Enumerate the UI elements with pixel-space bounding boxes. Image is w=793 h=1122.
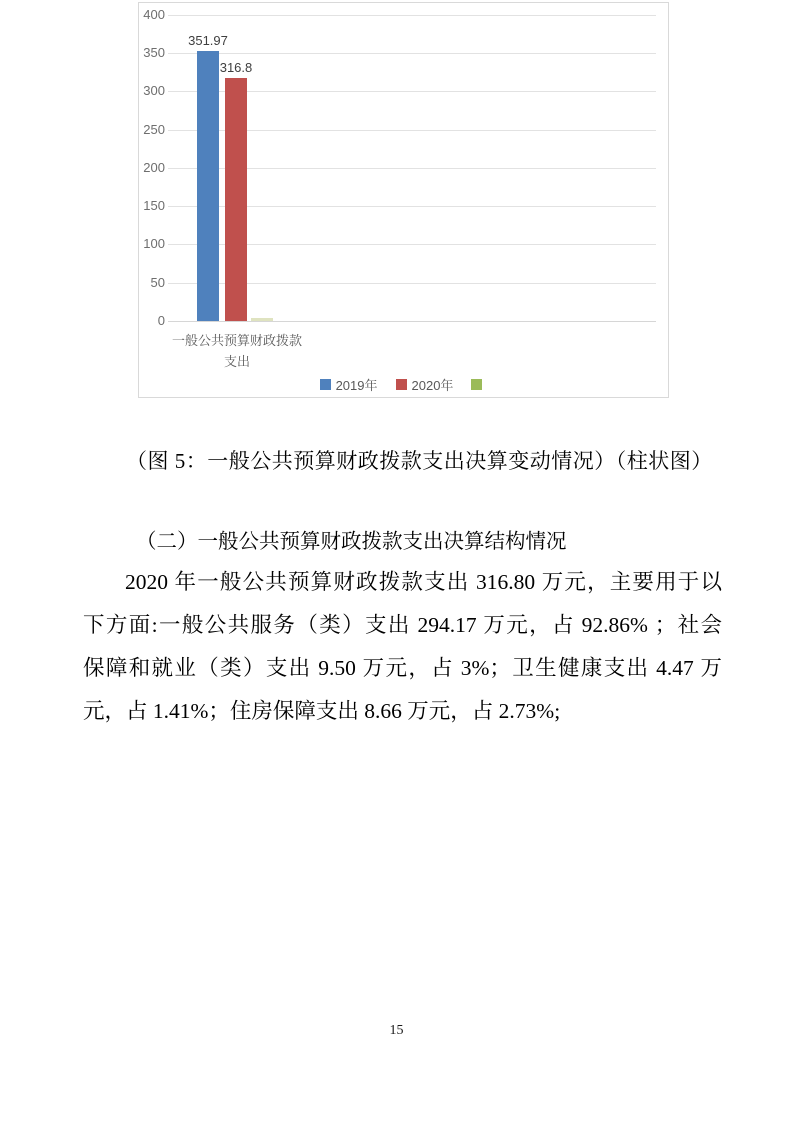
bar-2019 — [197, 51, 219, 321]
y-axis-tick: 50 — [150, 275, 165, 290]
gridline — [168, 15, 656, 16]
x-axis-line — [168, 321, 656, 322]
bar-2020 — [225, 78, 247, 321]
legend-swatch-2020-icon — [396, 379, 407, 390]
bar-chart — [138, 2, 669, 398]
x-axis-category-label — [167, 330, 307, 372]
figure-caption: （图 5：一般公共预算财政拨款支出决算变动情况）（柱状图） — [126, 449, 713, 473]
legend-label-2019: 2019年 — [335, 378, 378, 393]
paragraph-line: 2020 年一般公共预算财政拨款支出 316.80 万元，主要用于以 — [125, 570, 722, 594]
body-paragraph — [83, 561, 722, 733]
chart-legend — [139, 375, 668, 394]
category-label-line1: 一般公共预算财政拨款 — [171, 333, 302, 348]
legend-item-2020 — [396, 375, 454, 394]
bar-series3 — [251, 318, 273, 321]
y-axis-tick: 300 — [143, 83, 165, 98]
y-axis-tick: 150 — [143, 198, 165, 213]
data-label-2020: 316.8 — [219, 60, 253, 75]
paragraph-line: 下方面:一般公共服务（类）支出 294.17 万元，占 92.86% ；社会 — [83, 613, 722, 637]
y-axis-tick: 0 — [157, 313, 165, 328]
legend-label-2020: 2020年 — [411, 378, 454, 393]
legend-swatch-2019-icon — [320, 379, 331, 390]
paragraph-line: 保障和就业（类）支出 9.50 万元，占 3%；卫生健康支出 4.47 万 — [83, 656, 722, 680]
y-axis-tick: 200 — [143, 160, 165, 175]
data-label-2019: 351.97 — [188, 33, 228, 48]
category-label-line2: 支出 — [223, 354, 250, 369]
legend-item-2019 — [320, 375, 378, 394]
legend-item-series3 — [471, 379, 487, 390]
section-heading: （二）一般公共预算财政拨款支出决算结构情况 — [136, 531, 567, 553]
page-number: 15 — [389, 1023, 404, 1038]
legend-swatch-series3-icon — [471, 379, 482, 390]
y-axis-tick: 400 — [143, 7, 165, 22]
y-axis-tick: 100 — [143, 236, 165, 251]
gridline — [168, 53, 656, 54]
y-axis-tick: 350 — [143, 45, 165, 60]
y-axis-tick: 250 — [143, 122, 165, 137]
paragraph-line: 元，占 1.41%；住房保障支出 8.66 万元，占 2.73%; — [83, 699, 561, 723]
